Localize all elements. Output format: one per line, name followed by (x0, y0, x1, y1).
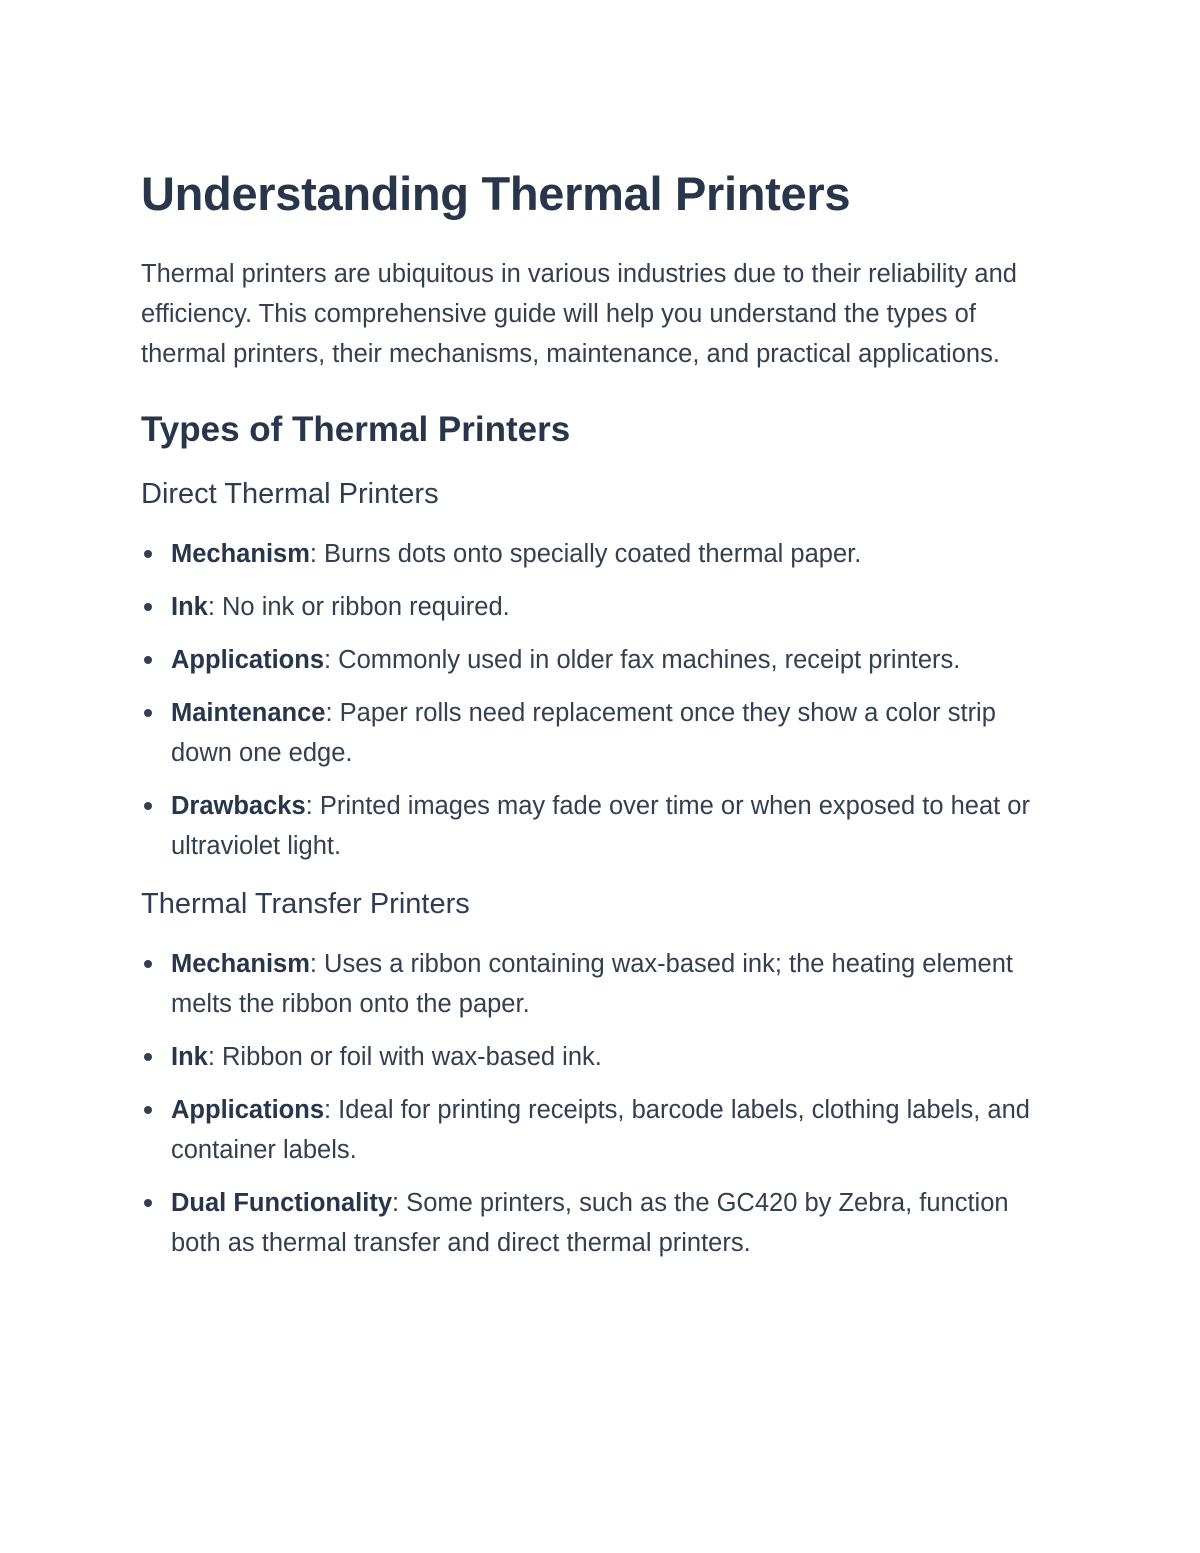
list-item-text: : Burns dots onto specially coated thermal paper. (309, 540, 862, 568)
list-item-text: : No ink or ribbon required. (207, 593, 510, 621)
list-item-direct-ink (141, 587, 1056, 627)
bullet-icon (144, 709, 152, 717)
bullet-icon (144, 1106, 152, 1114)
bullet-icon (144, 960, 152, 968)
list-item-term: Ink (171, 1043, 208, 1071)
bullet-icon (144, 550, 152, 558)
list-item-term: Applications (171, 646, 325, 674)
page-title: Understanding Thermal Printers (141, 167, 851, 220)
list-item-transfer-applications (141, 1090, 1056, 1170)
list-item-text: : Ribbon or foil with wax-based ink. (207, 1043, 602, 1071)
bullet-icon (144, 1199, 152, 1207)
bullet-icon (144, 1053, 152, 1061)
list-item-text: : Ideal for printing receipts, barcode labels, clothing labels, and container labels. (171, 1096, 1030, 1164)
bullet-icon (144, 603, 152, 611)
list-item-direct-drawbacks (141, 786, 1056, 866)
list-item-text: : Printed images may fade over time or when exposed to heat or ultraviolet light. (171, 792, 1030, 860)
bullet-icon (144, 656, 152, 664)
direct-thermal-list (141, 534, 1056, 866)
list-item-term: Maintenance (171, 699, 326, 727)
list-item-term: Ink (171, 593, 208, 621)
document-page (141, 160, 1056, 1263)
subheading-thermal-transfer: Thermal Transfer Printers (141, 888, 470, 920)
list-item-term: Mechanism (171, 540, 310, 568)
list-item-term: Drawbacks (171, 792, 306, 820)
list-item-term: Applications (171, 1096, 325, 1124)
list-item-transfer-dual-functionality (141, 1183, 1056, 1263)
list-item-text: : Some printers, such as the GC420 by Zebra, function both as thermal transfer and direct thermal printers. (171, 1189, 1009, 1257)
list-item-transfer-ink (141, 1037, 1056, 1077)
list-item-text: : Commonly used in older fax machines, receipt printers. (324, 646, 961, 674)
section-heading-types: Types of Thermal Printers (141, 410, 571, 449)
bullet-icon (144, 802, 152, 810)
list-item-transfer-mechanism (141, 944, 1056, 1024)
list-item-text: : Paper rolls need replacement once they show a color strip down one edge. (171, 699, 996, 767)
list-item-term: Dual Functionality (171, 1189, 393, 1217)
list-item-direct-maintenance (141, 693, 1056, 773)
subheading-direct-thermal: Direct Thermal Printers (141, 478, 439, 510)
list-item-term: Mechanism (171, 950, 310, 978)
list-item-direct-mechanism (141, 534, 1056, 574)
list-item-direct-applications (141, 640, 1056, 680)
thermal-transfer-list (141, 944, 1056, 1263)
list-item-text: : Uses a ribbon containing wax-based ink; the heating element melts the ribbon onto the paper. (171, 950, 1013, 1018)
intro-paragraph: Thermal printers are ubiquitous in various industries due to their reliability and efficiency. This comprehensive guide will help you understand the types of thermal printers, their mechanisms, maintenance, and practical applications. (141, 260, 1017, 368)
